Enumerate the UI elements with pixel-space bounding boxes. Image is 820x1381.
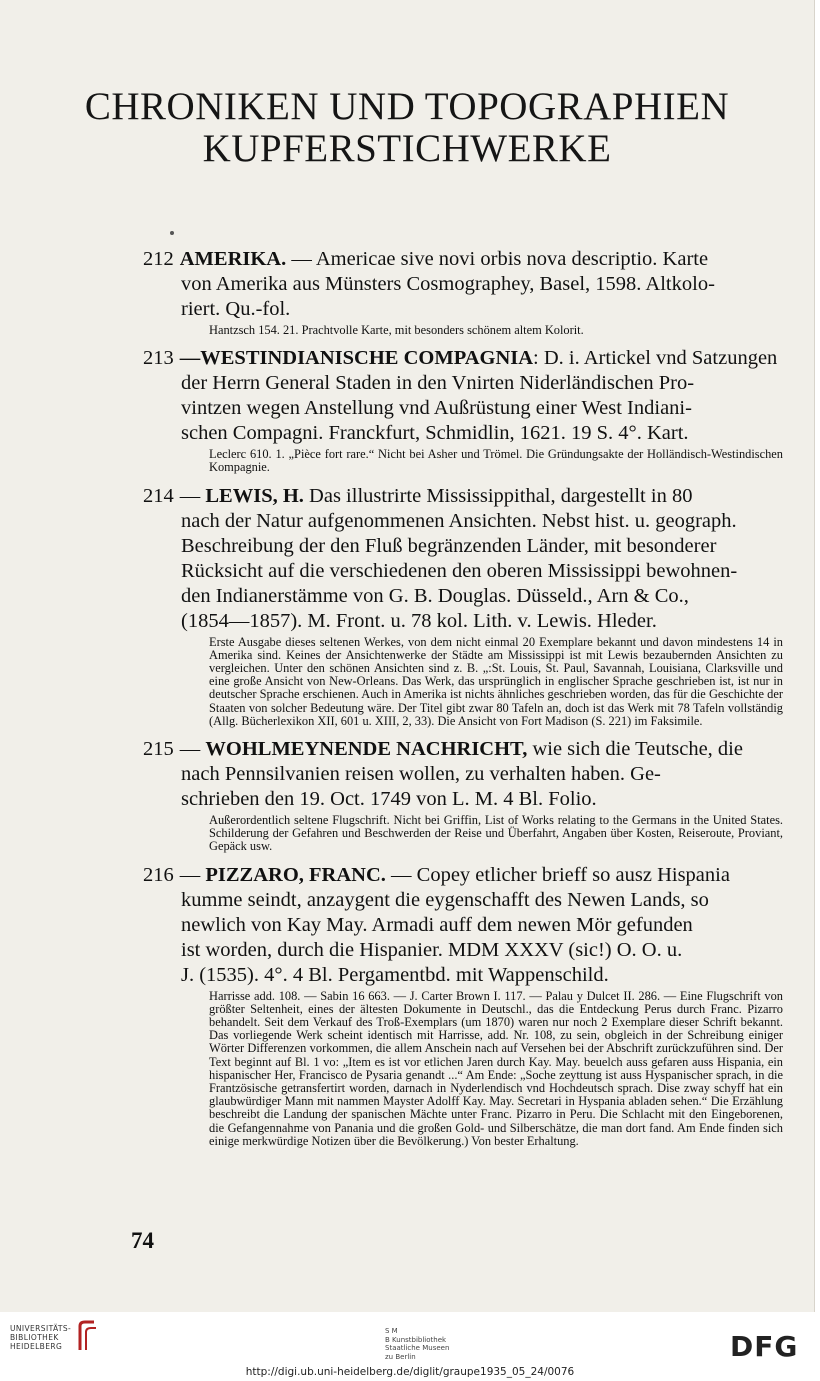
entry-number: 215 xyxy=(143,738,174,761)
entry-note: Harrisse add. 108. — Sabin 16 663. — J. Carter Brown I. 117. — Palau y Dulcet II. 286. — Eine Flugschrift von größter Seltenheit, eines der ältesten Dokumente in Deutschl., das die Entdeckung Perus durch Franc. Pizarro behandelt. Seit dem Verkauf des Troß-Exemplars (um 1870) waren nur noch 2 Exemplare dieser Schrift bekannt. Das vorliegende Werk scheint identisch mit Harrisse, add. Nr. 108, zu sein, obgleich in der Schreibung einiger Wörter Differenzen vorkommen, die allem Anschein nach auf Versehen bei der Abschrift zurückzuführen sind. Der Text beginnt auf Bl. 1 vo: „Item es ist vor etlichen Jaren durch Kay. May. beuelch auss gefaren auss Hispania, ein hispanischer Her, Francisco de Pysaria genandt ...“ Am Ende: „Soche zeyttung ist auss Hyspanischer sprach, in die Frantzösische getransfertirt worden, darnach in Nyderlendisch vnd Hochdeutsch sprach. Dise zway schyff hat ein glaubwürdiger Mann mit nammen Mayster Adolff Kay. May. Secretari in Hyspania abladen sehen.“ Die Erzählung beschreibt die Landung der spanischen Mächte unter Franc. Pizarro in Peru. Die Schlacht mit den Eingeborenen, die Gefangennahme von Panania und die großen Gold- und Silberschätze, die man dort fand. Am Ende finden sich einige merkwürdige Notizen über die Bevölkerung.) Von bester Erhaltung. xyxy=(209,988,783,1148)
entry-heading: LEWIS, H. xyxy=(205,484,304,507)
entry-line: schrieben den 19. Oct. 1749 von L. M. 4 Bl. Folio. xyxy=(181,788,597,811)
entry-213 xyxy=(143,346,783,474)
entry-line: newlich von Kay May. Armadi auff dem newen Mör gefunden xyxy=(181,913,693,936)
entry-line: vintzen wegen Anstellung vnd Außrüstung einer West Indiani- xyxy=(181,397,692,420)
university-logo-text xyxy=(10,1324,71,1351)
entry-heading: —WESTINDIANISCHE COMPAGNIA xyxy=(179,347,534,370)
entry-212 xyxy=(143,247,783,337)
entry-number: 213 xyxy=(143,347,174,370)
entry-line: von Amerika aus Münsters Cosmographey, Basel, 1598. Altkolo- xyxy=(181,273,715,295)
library-credit xyxy=(385,1327,449,1361)
entry-line: — Americae sive novi orbis nova descriptio. Karte xyxy=(291,248,709,270)
library-line: zu Berlin xyxy=(385,1352,416,1361)
entry-line: J. (1535). 4°. 4 Bl. Pergamentbd. mit Wappenschild. xyxy=(181,963,609,986)
entry-214 xyxy=(143,484,783,728)
title-line-1: CHRONIKEN UND TOPOGRAPHIEN xyxy=(84,85,730,128)
ink-dot xyxy=(170,231,174,235)
library-line: S M xyxy=(385,1327,398,1335)
entry-line: — LEWIS, H. Das illustrirte Mississippithal, dargestellt in 80 xyxy=(179,484,693,507)
page-title xyxy=(0,86,814,170)
entry-main xyxy=(143,346,783,371)
entry-heading: PIZZARO, FRANC. xyxy=(205,863,386,886)
entry-line: — PIZZARO, FRANC. — Copey etlicher brieff so ausz Hispania xyxy=(179,863,730,886)
dfg-logo: DFG xyxy=(730,1330,799,1363)
entry-line: nach Pennsilvanien reisen wollen, zu verhalten haben. Ge- xyxy=(181,763,661,786)
entry-line: riert. Qu.-fol. xyxy=(181,298,291,320)
entry-line: : D. i. Artickel vnd Satzungen xyxy=(533,347,778,370)
library-line: B Kunstbibliothek xyxy=(385,1335,447,1344)
entry-line: ist worden, durch die Hispanier. MDM XXXV (sic!) O. O. u. xyxy=(181,938,683,961)
entry-line: der Herrn General Staden in den Vnirten Niderländischen Pro- xyxy=(181,372,695,395)
entry-216 xyxy=(143,863,783,1148)
university-line: BIBLIOTHEK xyxy=(10,1333,59,1342)
entry-line: Rücksicht auf die verschiedenen den oberen Mississippi bewohnen- xyxy=(181,559,738,582)
source-url[interactable]: http://digi.ub.uni-heidelberg.de/diglit/graupe1935_05_24/0076 xyxy=(245,1366,575,1378)
entry-note: Erste Ausgabe dieses seltenen Werkes, von dem nicht einmal 20 Exemplare bekannt und davon mindestens 14 in Amerika sind. Keines der Ansichtenwerke der Städte am Mississippi ist mit Lewis bezaubernden Ansichten zu vergleichen. Unter den schönen Ansichten sind z. B. „:St. Louis, St. Paul, Savannah, Louisiana, Clarksville und eine große Ansicht von New-Orleans. Das Werk, das ursprünglich in englischer Sprache geschrieben ist, ist nur in deutscher Sprache erschienen. Auch in Amerika ist nichts ähnliches geschrieben worden, das für die Geschichte der Staaten von solcher Bedeutung wäre. Der Titel gibt zwar 80 Tafeln an, doch ist das Werk mit 78 Tafeln vollständig (Allg. Bücherlexikon XII, 601 u. XIII, 2, 33). Die Ansicht von Fort Madison (S. 221) im Faksimile. xyxy=(209,634,783,728)
entry-number: 212 xyxy=(143,248,174,270)
university-line: UNIVERSITÄTS- xyxy=(10,1324,72,1333)
entry-note: Außerordentlich seltene Flugschrift. Nicht bei Griffin, List of Works relating to the Germans in the United States. Schilderung der Gefahren und Beschwerden der Reise und Überfahrt, Angaben über Kosten, Reiseroute, Proviant, Gepäck usw. xyxy=(209,813,783,854)
entry-note: Leclerc 610. 1. „Pièce fort rare.“ Nicht bei Asher und Trömel. Die Gründungsakte der Holländisch-Westindischen Kompagnie. xyxy=(209,447,783,475)
entry-main xyxy=(143,863,783,888)
entry-note: Hantzsch 154. 21. Prachtvolle Karte, mit besonders schönem altem Kolorit. xyxy=(209,323,584,337)
library-line: Staatliche Museen xyxy=(385,1344,450,1353)
entry-line: — WOHLMEYNENDE NACHRICHT, wie sich die Teutsche, die xyxy=(179,738,743,761)
title-line-2: KUPFERSTICHWERKE xyxy=(202,127,612,170)
entry-number: 216 xyxy=(143,863,174,886)
entry-215 xyxy=(143,737,783,854)
entry-line: (1854—1857). M. Front. u. 78 kol. Lith. v. Lewis. Hleder. xyxy=(181,609,657,632)
entries-list xyxy=(143,247,783,1157)
university-line: HEIDELBERG xyxy=(10,1342,63,1351)
entry-heading: WOHLMEYNENDE NACHRICHT, xyxy=(205,738,528,761)
entry-heading: AMERIKA. xyxy=(179,248,287,270)
entry-main xyxy=(143,247,783,272)
entry-number: 214 xyxy=(143,484,174,507)
entry-main xyxy=(143,737,783,762)
entry-line: kumme seindt, anzaygent die eygenschafft des Newen Lands, so xyxy=(181,888,709,911)
entry-line: nach der Natur aufgenommenen Ansichten. Nebst hist. u. geograph. xyxy=(181,509,737,532)
entry-line: den Indianerstämme von G. B. Douglas. Düsseld., Arn & Co., xyxy=(181,584,689,607)
entry-main xyxy=(143,484,783,509)
page-number: 74 xyxy=(131,1228,154,1253)
university-logo-icon xyxy=(76,1320,98,1354)
entry-line: Beschreibung der den Fluß begränzenden Länder, mit besonderer xyxy=(181,534,717,557)
entry-line: schen Compagni. Franckfurt, Schmidlin, 1621. 19 S. 4°. Kart. xyxy=(181,422,689,445)
